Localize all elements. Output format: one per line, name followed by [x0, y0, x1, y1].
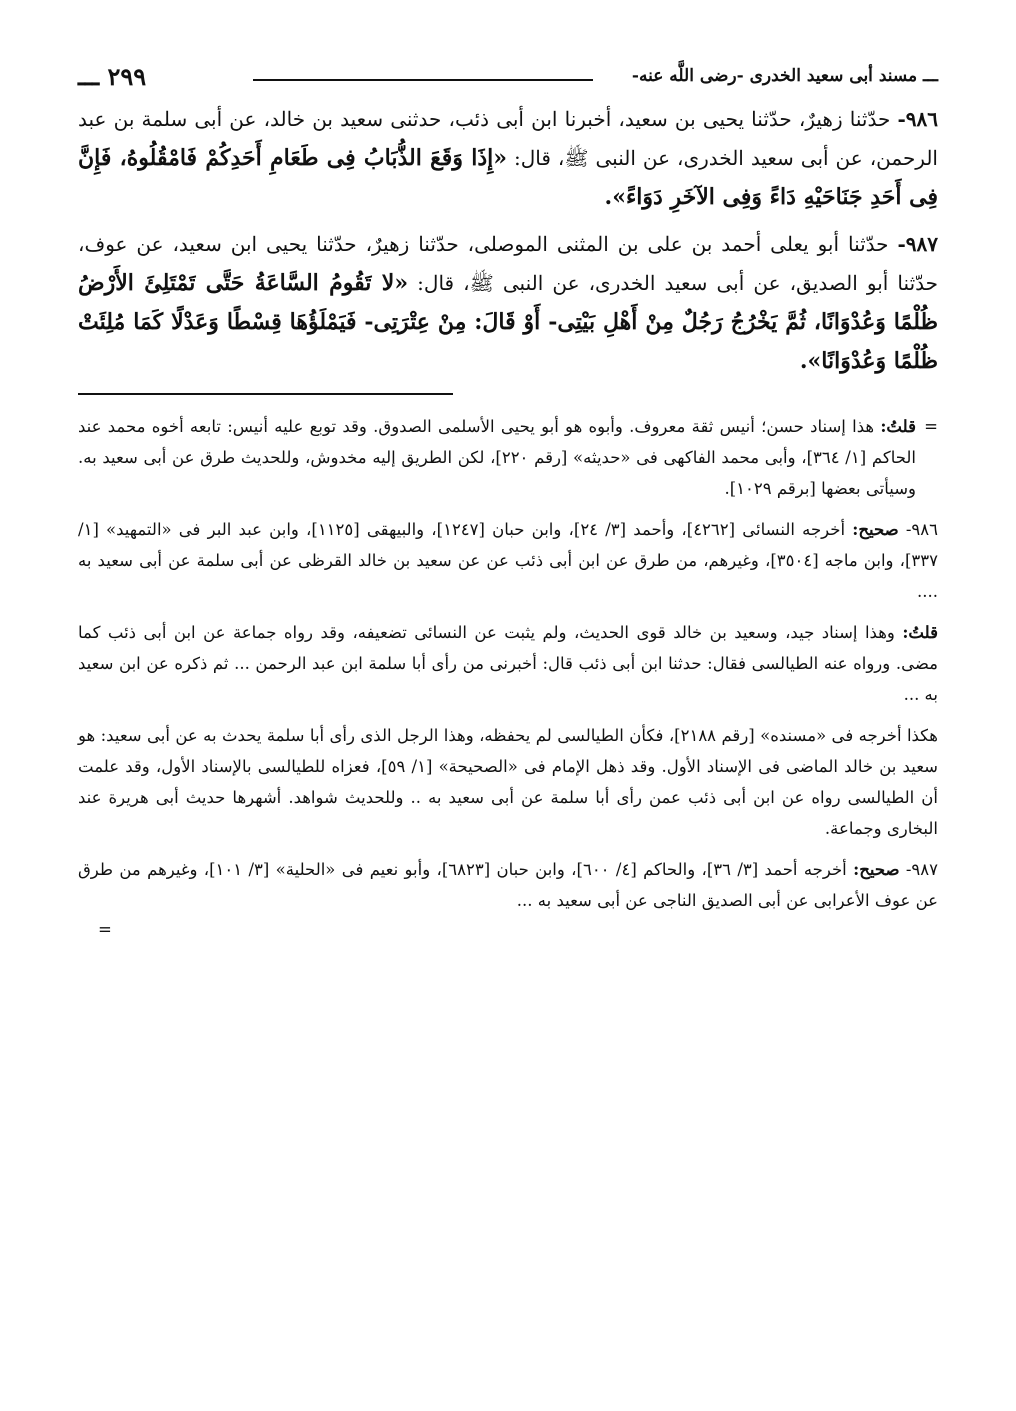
hadith-sanad: حدّثنا زهيرٌ، حدّثنا يحيى بن سعيد، أخبرنا ابن أبى ذئب، حدثنى سعيد بن خالد، عن أبى سلمة بن عبد الرحمن، عن أبى سعيد الخدرى، عن النبى ﷺ، قال: [78, 107, 938, 170]
footnote-text: أخرجه النسائى [٤٢٦٢]، وأحمد [٣/ ٢٤]، وابن حبان [١٢٤٧]، والبيهقى [١١٢٥]، وابن عبد البر فى «التمهيد» [١/ ٣٣٧]، وابن ماجه [٣٥٠٤]، وغيرهم، من طرق عن ابن أبى ذئب عن عن سعيد بن خالد القرظى عن أبى سلمة عن أبى سعيد به .... [78, 520, 938, 601]
qult-label: قلتُ: [902, 623, 938, 642]
footnote-number: ٩٨٦- [905, 520, 938, 539]
hadith-number: ٩٨٦- [897, 107, 938, 131]
hadith-number: ٩٨٧- [897, 232, 938, 256]
hadith-987 [78, 225, 938, 381]
footnote-986-extra [78, 720, 938, 844]
footnote-number: ٩٨٧- [905, 860, 938, 879]
hadith-matn: «إِذَا وَقَعَ الذُّبَابُ فِى طَعَامِ أَحَدِكُمْ فَامْقُلُوهُ، فَإِنَّ فِى أَحَدِ جَنَاحَيْهِ دَاءً وَفِى الآخَرِ دَوَاءً». [78, 145, 938, 210]
page-number: ٢٩٩ ـــ [78, 62, 147, 91]
footnote-continued [78, 411, 938, 504]
page-header [78, 60, 938, 100]
footnote-text: هكذا أخرجه فى «مسنده» [رقم ٢١٨٨]، فكأن الطيالسى لم يحفظه، وهذا الرجل الذى رأى أبا سلمة يحدث به عن أبى سعيد: هو سعيد بن خالد الماضى فى الإسناد الأول. وقد ذهل الإمام فى «الصحيحة» [١/ ٥٩]، فعزاه للطيالسى بالإسناد الأول، وقد علمت أن الطيالسى رواه عن ابن أبى ذئب عمن رأى أبا سلمة عن أبى سعيد به .. وللحديث شواهد. أشهرها حديث أبى هريرة عند البخارى وجماعة. [78, 726, 938, 838]
footnote-separator [78, 393, 453, 395]
footnote-end-mark: = [98, 920, 112, 939]
running-title: ـــ مسند أبى سعيد الخدرى -رضى اللَّه عنه- [631, 66, 938, 86]
footnote-986-qult [78, 617, 938, 710]
hadith-986 [78, 100, 938, 217]
hadith-sanad: حدّثنا أبو يعلى أحمد بن على بن المثنى الموصلى، حدّثنا زهيرٌ، حدّثنا يحيى ابن سعيد، عن عوف، حدّثنا أبو الصديق، عن أبى سعيد الخدرى، عن النبى ﷺ، قال: [78, 232, 938, 295]
continuation-mark: = [924, 417, 938, 436]
footnote-986 [78, 514, 938, 607]
footnote-987 [78, 854, 938, 916]
header-rule [253, 79, 593, 81]
footnote-grade: صحيح: [852, 520, 899, 539]
footnote-grade: صحيح: [853, 860, 900, 879]
qult-label: قلتُ: [880, 417, 916, 436]
page [78, 60, 938, 940]
footnote-text: أخرجه أحمد [٣/ ٣٦]، والحاكم [٤/ ٦٠٠]، وابن حبان [٦٨٢٣]، وأبو نعيم فى «الحلية» [٣/ ١٠١]، وغيرهم من طرق عن عوف الأعرابى عن أبى الصديق الناجى عن أبى سعيد به ... [78, 860, 938, 910]
hadith-matn: «لا تَقُومُ السَّاعَةُ حَتَّى تَمْتَلِئَ الأَرْضُ ظُلْمًا وَعُدْوَانًا، ثُمَّ يَخْرُجُ رَجُلٌ مِنْ أَهْلِ بَيْتِى- أَوْ قَالَ: مِنْ عِتْرَتِى- فَيَمْلَؤُهَا قِسْطًا وَعَدْلًا كَمَا مُلِئَتْ ظُلْمًا وَعُدْوَانًا». [78, 270, 938, 374]
footnote-text: وهذا إسناد جيد، وسعيد بن خالد قوى الحديث، ولم يثبت عن النسائى تضعيفه، وقد رواه جماعة عن ابن أبى ذئب كما مضى. ورواه عنه الطيالسى فقال: حدثنا ابن أبى ذئب قال: أخبرنى من رأى أبا سلمة ابن عبد الرحمن ... ثم ذكره عن ابن سعيد به ... [78, 623, 938, 704]
footnote-text: هذا إسناد حسن؛ أنيس ثقة معروف. وأبوه هو أبو يحيى الأسلمى الصدوق. وقد توبع عليه أنيس: تابعه أخوه محمد عند الحاكم [١/ ٣٦٤]، وأبى محمد الفاكهى فى «حديثه» [رقم ٢٢٠]، لكن الطريق إليه مخدوش، وللحديث طرق عن أبى سعيد به. وسيأتى بعضها [برقم ١٠٢٩]. [78, 417, 916, 498]
